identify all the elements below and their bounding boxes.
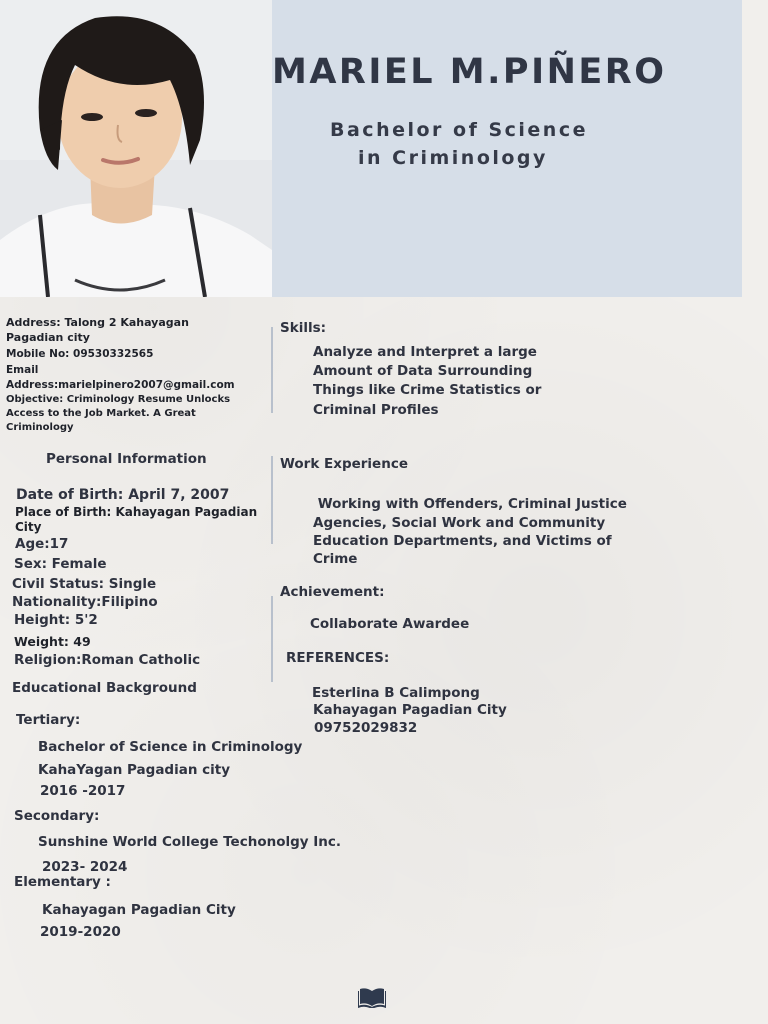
personal-pob: Place of Birth: Kahayagan Pagadian City: [15, 505, 258, 534]
secondary-label: Secondary:: [14, 808, 100, 824]
personal-civil-status: Civil Status: Single: [12, 576, 157, 592]
reference-phone: 09752029832: [314, 720, 418, 736]
contact-objective: Objective: Criminology Resume Unlocks Access to the Job Market. A Great Criminology: [6, 394, 231, 433]
work-line-4: Crime: [313, 551, 358, 567]
personal-nationality: Nationality:Filipino: [12, 594, 158, 610]
secondary-school: Sunshine World College Techonolgy Inc.: [38, 834, 342, 850]
skills-line-4: Criminal Profiles: [313, 402, 439, 418]
tertiary-label: Tertiary:: [16, 712, 81, 728]
skills-line-1: Analyze and Interpret a large: [313, 344, 537, 360]
personal-religion: Religion:Roman Catholic: [14, 652, 201, 668]
personal-age: Age:17: [15, 536, 69, 552]
skills-line-2: Amount of Data Surrounding: [313, 363, 533, 379]
personal-height: Height: 5'2: [14, 612, 98, 628]
personal-dob: Date of Birth: April 7, 2007: [16, 487, 230, 503]
contact-email-label: Email: [6, 364, 39, 376]
reference-name: Esterlina B Calimpong: [312, 685, 480, 701]
contact-mobile: Mobile No: 09530332565: [6, 348, 154, 360]
divider-achievement: [271, 596, 273, 682]
personal-sex: Sex: Female: [14, 556, 107, 572]
personal-weight: Weight: 49: [14, 634, 91, 649]
degree-line-2: in Criminology: [358, 147, 548, 169]
profile-photo: [0, 0, 272, 297]
profile-portrait-image: [0, 0, 272, 297]
open-book-icon: [358, 986, 386, 1008]
tertiary-years: 2016 -2017: [40, 783, 126, 799]
contact-email: Address:marielpinero2007@gmail.com: [6, 379, 235, 391]
reference-place: Kahayagan Pagadian City: [313, 702, 507, 718]
resume-name: MARIEL M.PIÑERO: [272, 52, 667, 92]
skills-line-3: Things like Crime Statistics or: [313, 382, 542, 398]
tertiary-course: Bachelor of Science in Criminology: [38, 739, 303, 755]
elementary-label: Elementary :: [14, 874, 111, 890]
work-line-3: Education Departments, and Victims of: [313, 533, 612, 549]
skills-title: Skills:: [280, 320, 327, 336]
achievement-item: Collaborate Awardee: [310, 616, 470, 632]
work-line-2: Agencies, Social Work and Community: [313, 515, 606, 531]
education-title: Educational Background: [12, 680, 197, 696]
personal-info-title: Personal Information: [46, 451, 207, 467]
contact-address: Address: Talong 2 Kahayagan Pagadian city: [6, 316, 189, 344]
degree-line-1: Bachelor of Science: [330, 119, 588, 141]
work-title: Work Experience: [280, 456, 408, 472]
degree-title: [310, 116, 730, 172]
work-line-1: Working with Offenders, Criminal Justice: [313, 496, 627, 512]
secondary-years: 2023- 2024: [42, 859, 128, 875]
elementary-years: 2019-2020: [40, 924, 121, 940]
tertiary-place: KahaYagan Pagadian city: [38, 762, 231, 778]
elementary-place: Kahayagan Pagadian City: [42, 902, 236, 918]
references-title: REFERENCES:: [286, 650, 390, 666]
divider-skills: [271, 327, 273, 413]
achievement-title: Achievement:: [280, 584, 385, 600]
divider-work: [271, 456, 273, 544]
